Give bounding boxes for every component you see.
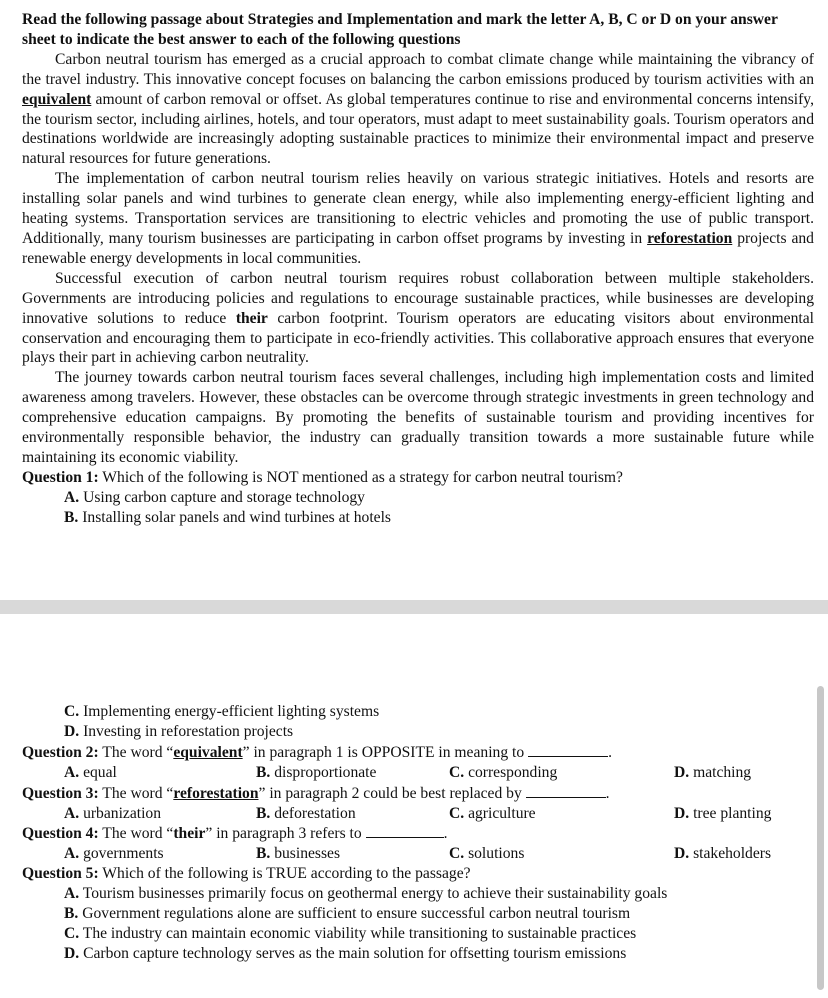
q3-keyword: reforestation (173, 784, 259, 802)
q3-option-a: A. urbanization (64, 804, 162, 822)
question-1-label: Question 1: (22, 468, 99, 486)
q3-option-d: D. tree planting (674, 804, 772, 822)
question-2-label: Question 2: (22, 743, 99, 761)
q5-option-d: D. Carbon capture technology serves as the main solution for offsetting tourism emissions (64, 944, 627, 962)
instruction-heading: Read the following passage about Strategies and Implementation and mark the letter A, B, C or D on your answer sheet to indicate the best answer to each of the following questions (22, 11, 778, 48)
q5-option-b: B. Government regulations alone are sufficient to ensure successful carbon neutral tourism (64, 905, 631, 923)
question-5-label: Question 5: (22, 865, 99, 883)
question-4: Question 4: The word “their” in paragraph 3 refers to . (22, 825, 448, 843)
q1-option-b: B. Installing solar panels and wind turbines at hotels (64, 508, 391, 526)
q2-option-d: D. matching (674, 763, 752, 781)
q1-option-c: C. Implementing energy-efficient lighting systems (64, 703, 380, 720)
q3-option-b: B. deforestation (256, 804, 356, 822)
question-1: Question 1: Which of the following is NOT mentioned as a strategy for carbon neutral tourism? (22, 468, 623, 486)
answer-blank (526, 783, 606, 798)
answer-blank (528, 742, 608, 757)
q5-option-c: C. The industry can maintain economic viability while transitioning to sustainable practices (64, 924, 637, 942)
question-3-label: Question 3: (22, 784, 99, 802)
passage-paragraph-3: Successful execution of carbon neutral tourism requires robust collaboration between multiple stakeholders. Governments are introducing policies and regulations to encourage sustainable practices, while businesses are developing innovative solutions to reduce their carbon footprint. Tourism operators are educating visitors about environmental conservation and encouraging them to participate in eco-friendly activities. This collaborative approach ensures that everyone plays their part in achieving carbon neutrality. (22, 269, 814, 367)
q3-option-c: C. agriculture (449, 804, 536, 822)
q1-option-a: A. Using carbon capture and storage technology (64, 488, 365, 506)
q4-options-row (22, 844, 814, 864)
q1-option-d: D. Investing in reforestation projects (64, 722, 294, 740)
q4-option-d: D. stakeholders (674, 845, 772, 863)
question-2: Question 2: The word “equivalent” in paragraph 1 is OPPOSITE in meaning to . (22, 743, 612, 761)
keyword-their: their (235, 309, 268, 327)
q5-option-a: A. Tourism businesses primarily focus on geothermal energy to achieve their sustainability goals (64, 885, 668, 903)
answer-blank (366, 823, 444, 838)
q2-option-b: B. disproportionate (256, 763, 377, 781)
q2-options-row (22, 763, 814, 783)
page-separator (0, 600, 828, 614)
q2-option-c: C. corresponding (449, 763, 558, 781)
keyword-equivalent: equivalent (22, 90, 92, 108)
question-4-label: Question 4: (22, 825, 99, 843)
keyword-reforestation: reforestation (647, 229, 733, 247)
q4-option-b: B. businesses (256, 845, 341, 863)
q4-option-c: C. solutions (449, 845, 525, 863)
question-5: Question 5: Which of the following is TRUE according to the passage? (22, 865, 471, 883)
q3-options-row (22, 804, 814, 824)
page-2-content (22, 702, 814, 964)
passage-paragraph-4: The journey towards carbon neutral tourism faces several challenges, including high implementation costs and limited awareness among travelers. However, these obstacles can be overcome through strategic investments in green technology and comprehensive education campaigns. By promoting the benefits of sustainable tourism and providing incentives for environmentally responsible behavior, the industry can gradually transition towards a more sustainable future while maintaining its economic viability. (22, 369, 814, 466)
q4-option-a: A. governments (64, 845, 164, 863)
q2-option-a: A. equal (64, 763, 117, 781)
page-1-content (22, 10, 814, 528)
q2-keyword: equivalent (173, 743, 243, 761)
document-page-2 (0, 614, 828, 998)
passage-paragraph-2: The implementation of carbon neutral tourism relies heavily on various strategic initiatives. Hotels and resorts are installing solar panels and wind turbines to generate clean energy, while also implementing energy-efficient lighting and heating systems. Transportation services are transitioning to electric vehicles and promoting the use of public transport. Additionally, many tourism businesses are participating in carbon offset programs by investing in reforestation projects and renewable energy developments in local communities. (22, 170, 814, 267)
q4-keyword: their (173, 825, 206, 843)
passage-paragraph-1: Carbon neutral tourism has emerged as a crucial approach to combat climate change while maintaining the vibrancy of the travel industry. This innovative concept focuses on balancing the carbon emissions produced by tourism activities with an equivalent amount of carbon removal or offset. As global temperatures continue to rise and environmental concerns intensify, the tourism sector, including airlines, hotels, and tour operators, must adapt to meet sustainability goals. Tourism operators and destinations worldwide are increasingly adopting sustainable practices to minimize their environmental impact and preserve natural resources for future generations. (22, 50, 814, 168)
vertical-scrollbar[interactable] (817, 686, 824, 990)
question-3: Question 3: The word “reforestation” in paragraph 2 could be best replaced by . (22, 784, 610, 802)
